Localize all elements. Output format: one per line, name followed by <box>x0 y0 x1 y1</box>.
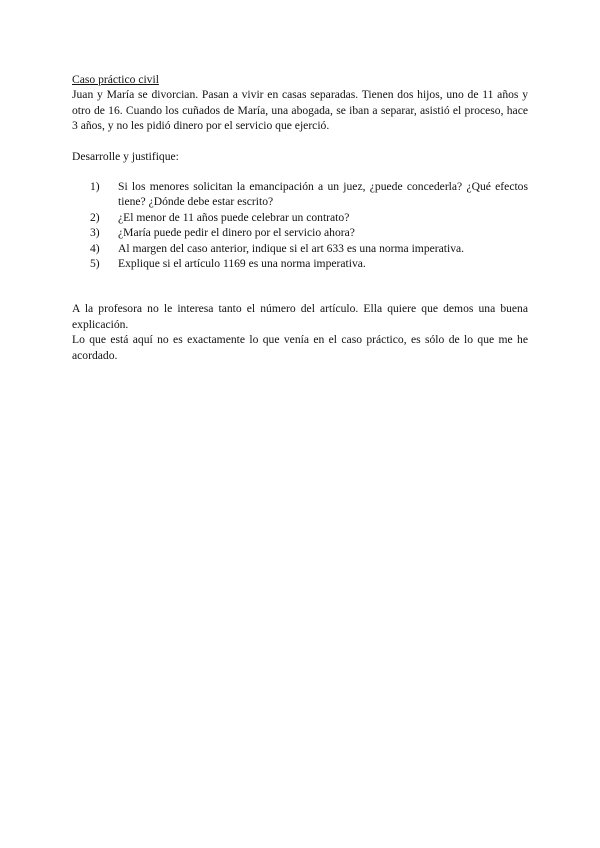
spacer <box>72 271 528 301</box>
note-paragraph: Lo que está aquí no es exactamente lo que venía en el caso práctico, es sólo de lo que me he acordado. <box>72 333 528 362</box>
question-number: 1) <box>90 180 100 194</box>
question-item <box>90 241 528 256</box>
question-item <box>90 210 528 225</box>
note-paragraph: A la profesora no le interesa tanto el número del artículo. Ella quiere que demos una buena explicación. <box>72 302 528 331</box>
question-number: 5) <box>90 257 100 271</box>
document-body <box>72 72 528 363</box>
instruction-text: Desarrolle y justifique: <box>72 149 179 163</box>
case-statement: Juan y María se divorcian. Pasan a vivir en casas separadas. Tienen dos hijos, uno de 11 años y otro de 16. Cuando los cuñados de María, una abogada, se iban a separar, asistió el proceso, hace 3 años, y no les pidió dinero por el servicio que ejerció. <box>72 88 528 133</box>
spacer <box>72 134 528 149</box>
question-text: Explique si el artículo 1169 es una norma imperativa. <box>118 257 366 271</box>
question-number: 3) <box>90 226 100 240</box>
question-number: 2) <box>90 210 100 224</box>
spacer <box>72 164 528 179</box>
question-list <box>72 179 528 271</box>
question-item <box>90 225 528 240</box>
question-text: Si los menores solicitan la emancipación a un juez, ¿puede concederla? ¿Qué efectos tiene? ¿Dónde debe estar escrito? <box>118 180 528 209</box>
question-text: ¿El menor de 11 años puede celebrar un contrato? <box>118 210 350 224</box>
question-text: Al margen del caso anterior, indique si el art 633 es una norma imperativa. <box>118 241 465 255</box>
question-text: ¿María puede pedir el dinero por el servicio ahora? <box>118 226 355 240</box>
question-number: 4) <box>90 241 100 255</box>
question-item <box>90 179 528 210</box>
question-item <box>90 256 528 271</box>
document-title: Caso práctico civil <box>72 73 159 86</box>
